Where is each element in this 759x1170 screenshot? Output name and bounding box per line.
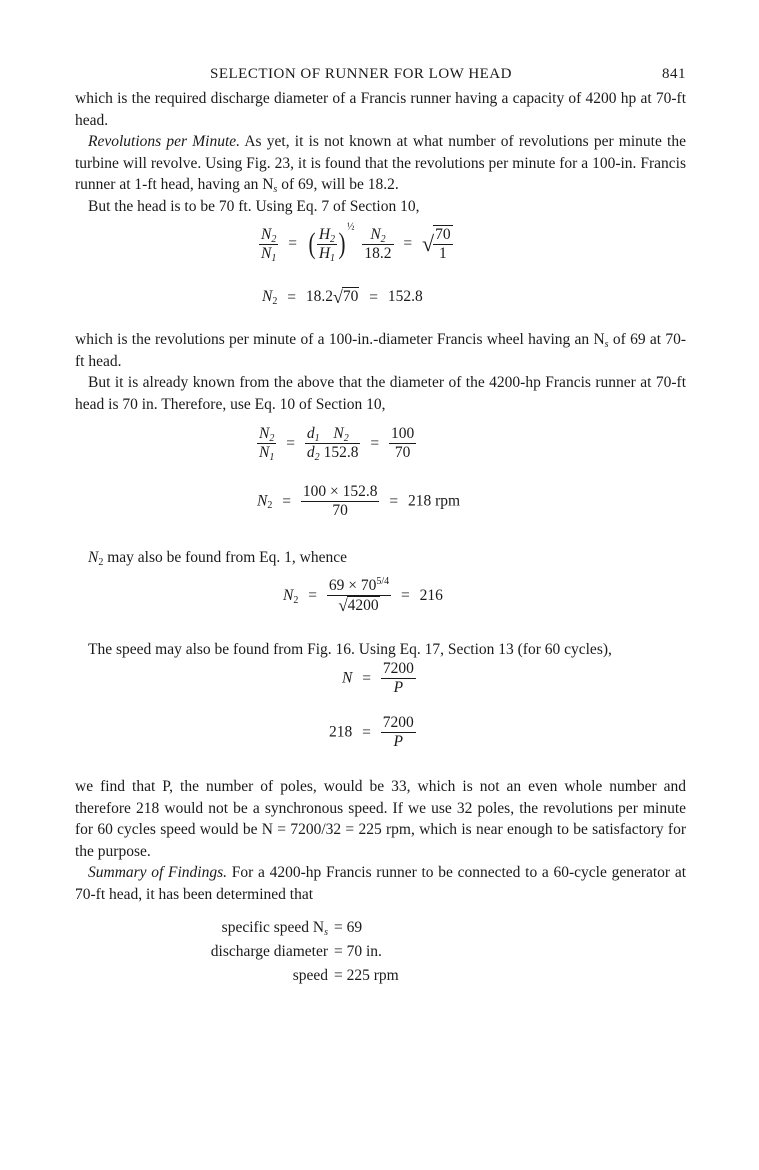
running-head	[75, 66, 686, 88]
paragraph-6: $N_2$ may also be found from Eq. 1, whence	[88, 549, 347, 568]
paragraph-revolutions: Revolutions per Minute. As yet, it is not known at what number of revolutions per minute the turbine will revolve. Using Fig. 23, it is found that the revolutions per minute for a 100-in. Francis runner at 1-ft head, having an $N_s$ of 69, will be 18.2.	[75, 133, 686, 195]
section-heading-revolutions: Revolutions per Minute.	[88, 133, 241, 150]
paragraph-1: which is the required discharge diameter of a Francis runner having a capacity of 4200 hp at 70-ft head.	[75, 90, 686, 129]
summary-row-specific-speed: specific speed $N_s = 69$	[221, 919, 363, 938]
equation-218-rpm: $N_2$ = $\frac{100 \times 152.8}{70}$ = 218 rpm	[257, 483, 461, 519]
equation-ratio-head: $\frac{N_2}{N_1}$ = ( $\frac{H_2}{H_1}$ ) $^{\frac{1}{2}}$ $\frac{N_2}{18.2}$ = √ $\frac{70}{1}$	[261, 221, 451, 264]
paragraph-8: we find that P, the number of poles, would be 33, which is not an even whole number and therefore 218 would not be a synchronous speed. If we use 32 poles, the revolutions per minute for 60 cycles speed would be N = 7200/32 = 225 rpm, which is near enough to be satisfactory for the purpose.	[75, 778, 686, 860]
equation-n2-value: $N_2 = 18.2√70 = 152.8$	[262, 287, 423, 308]
page-number: 841	[662, 66, 686, 82]
equation-n-poles: N = $\frac{7200}{P}$	[342, 660, 414, 696]
paragraph-summary: Summary of Findings. For a 4200-hp Francis runner to be connected to a 60-cycle generator at 70-ft head, it has been determined that	[75, 864, 686, 903]
equation-216: $N_2$ = $\frac{69 \times 70^{5/4}}{√4200}$ = 216	[283, 575, 443, 615]
summary-row-speed: speed = 225 rpm	[292, 967, 399, 984]
paragraph-4: which is the revolutions per minute of a 100-in.-diameter Francis wheel having an $N_s$ of 69 at 70-ft head.	[75, 331, 686, 370]
section-heading-summary: Summary of Findings.	[88, 864, 228, 881]
summary-table	[75, 919, 686, 999]
paragraph-3: But the head is to be 70 ft. Using Eq. 7 of Section 10,	[88, 197, 420, 215]
page	[75, 66, 686, 999]
running-title: SELECTION OF RUNNER FOR LOW HEAD	[210, 66, 512, 82]
equation-diameter-ratio: $\frac{N_2}{N_1}$ = $\frac{d_1}{d_2}$ $\frac{N_2}{152.8}$ = $\frac{100}{70}$	[259, 425, 415, 463]
equation-218-poles: 218 = $\frac{7200}{P}$	[329, 714, 414, 750]
paragraph-5: But it is already known from the above that the diameter of the 4200-hp Francis runner at 70-ft head is 70 in. Therefore, use Eq. 10 of Section 10,	[75, 374, 686, 413]
summary-row-diameter: discharge diameter = 70 in.	[210, 943, 382, 960]
paragraph-7: The speed may also be found from Fig. 16. Using Eq. 17, Section 13 (for 60 cycles),	[88, 640, 612, 658]
